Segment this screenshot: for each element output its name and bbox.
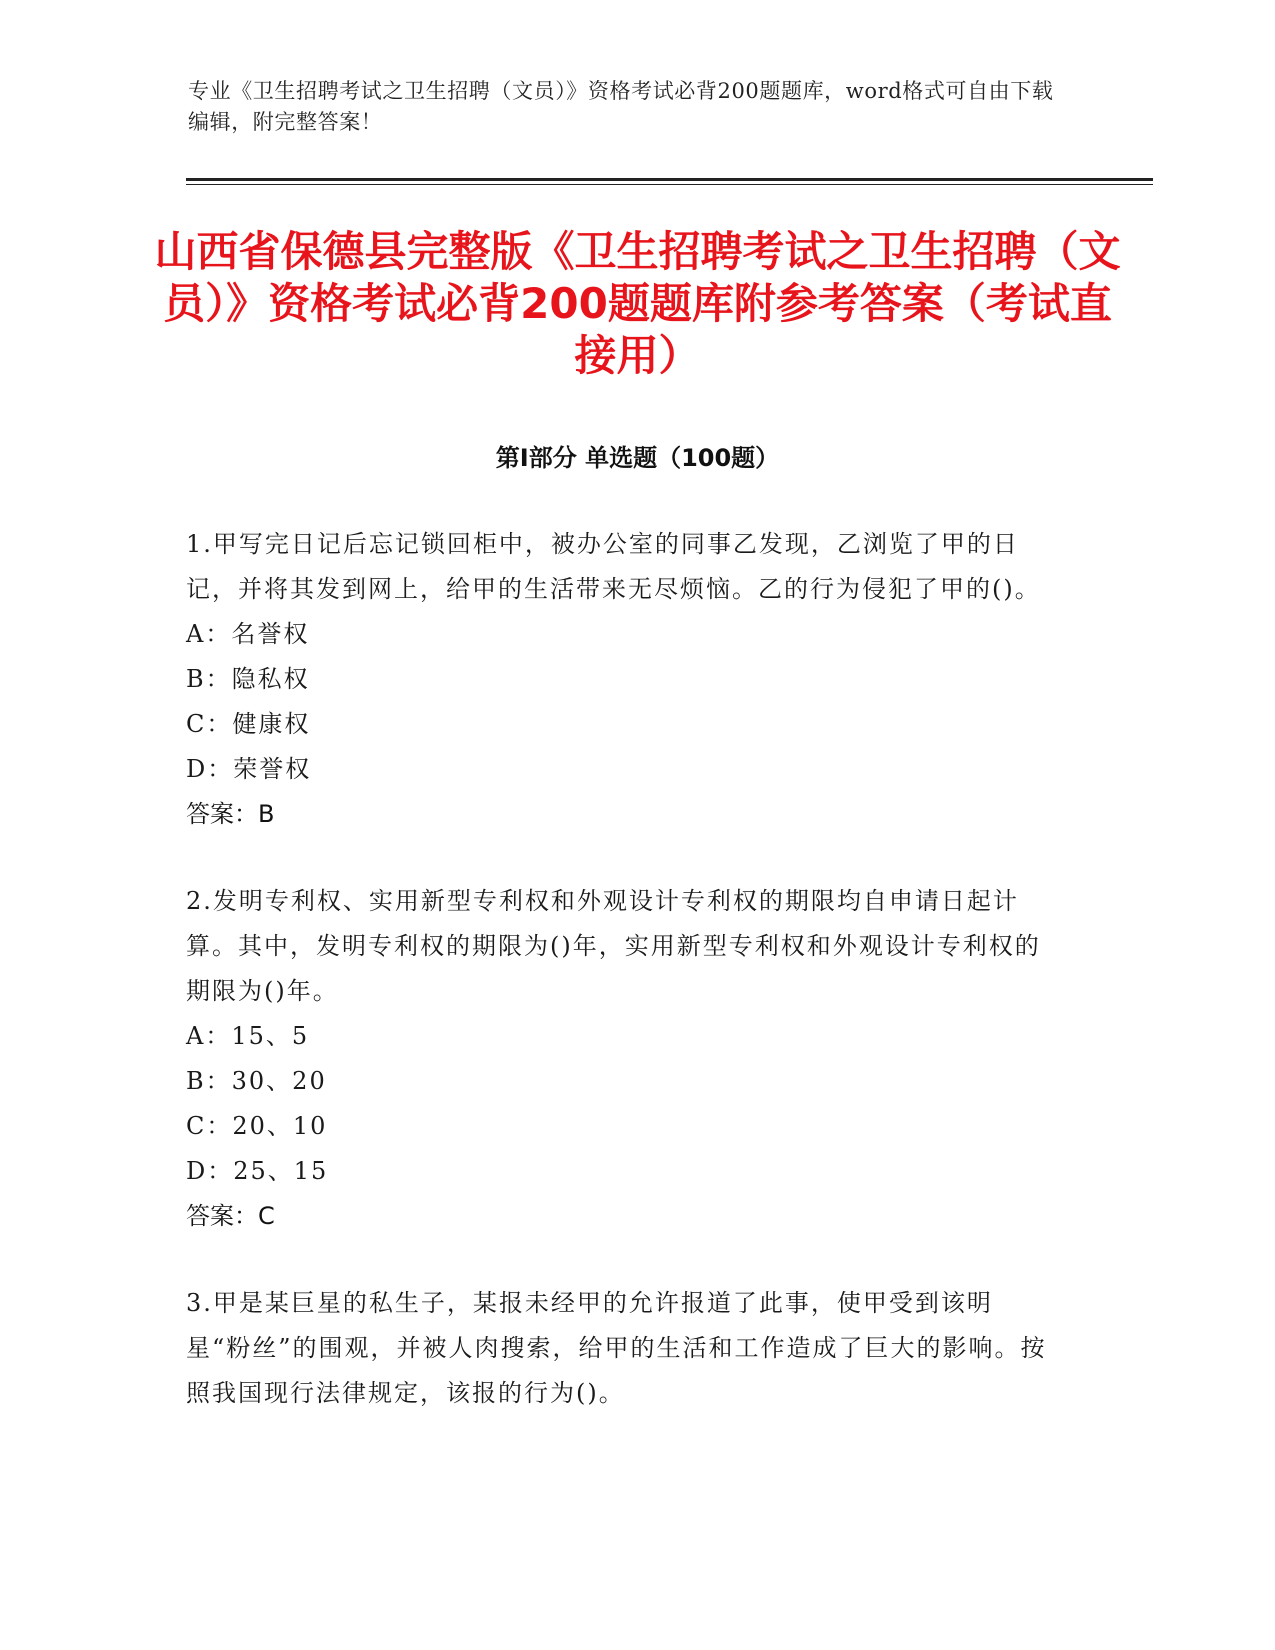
question-3 bbox=[186, 1281, 1056, 1416]
header-divider-thick bbox=[186, 178, 1153, 181]
question-2 bbox=[186, 879, 1056, 1239]
option-c: C：健康权 bbox=[186, 710, 311, 738]
section-title: 第I部分 单选题（100题） bbox=[495, 444, 780, 472]
option-c: C：20、10 bbox=[186, 1112, 328, 1140]
option-b: B：隐私权 bbox=[186, 665, 310, 693]
header-note: 专业《卫生招聘考试之卫生招聘（文员）》资格考试必背200题题库，word格式可自由下载编辑，附完整答案！ bbox=[188, 79, 1054, 134]
option-d: D：25、15 bbox=[186, 1157, 329, 1185]
option-b: B：30、20 bbox=[186, 1067, 327, 1095]
option-a: A：15、5 bbox=[186, 1022, 310, 1050]
question-list bbox=[186, 522, 1056, 1458]
document-title: 山西省保德县完整版《卫生招聘考试之卫生招聘（文员）》资格考试必背200题题库附参考答案（考试直接用） bbox=[154, 227, 1121, 380]
question-stem: 2.发明专利权、实用新型专利权和外观设计专利权的期限均自申请日起计算。其中，发明专利权的期限为()年，实用新型专利权和外观设计专利权的期限为()年。 bbox=[186, 887, 1041, 1005]
option-d: D：荣誉权 bbox=[186, 755, 312, 783]
question-1 bbox=[186, 522, 1056, 837]
question-stem: 3.甲是某巨星的私生子，某报未经甲的允许报道了此事，使甲受到该明星“粉丝”的围观，并被人肉搜索，给甲的生活和工作造成了巨大的影响。按照我国现行法律规定，该报的行为()。 bbox=[186, 1289, 1047, 1407]
answer: 答案：B bbox=[186, 800, 275, 828]
header-divider-thin bbox=[186, 184, 1153, 185]
option-a: A：名誉权 bbox=[186, 620, 310, 648]
question-stem: 1.甲写完日记后忘记锁回柜中，被办公室的同事乙发现，乙浏览了甲的日记，并将其发到网上，给甲的生活带来无尽烦恼。乙的行为侵犯了甲的()。 bbox=[186, 530, 1041, 603]
answer: 答案：C bbox=[186, 1202, 275, 1230]
